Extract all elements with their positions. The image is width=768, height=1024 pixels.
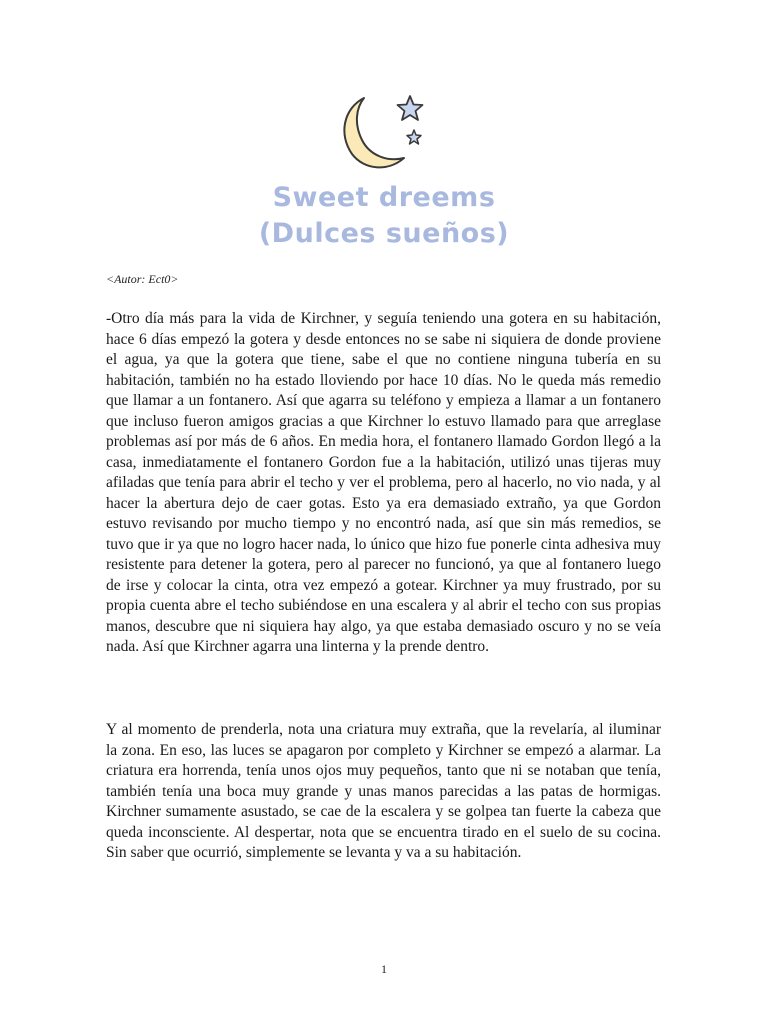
author-line: <Autor: Ect0> xyxy=(106,272,179,286)
title-line-2: (Dulces sueños) xyxy=(258,218,510,249)
paragraph-2: Y al momento de prenderla, nota una criatura muy extraña, que la revelaría, al iluminar la zona. En eso, las luces se apagaron por completo y Kirchner se empezó a alarmar. La criatura era horrenda, tenía unos ojos muy pequeños, tanto que ni se notaban que tenía, también tenía una boca muy grande y unas manos parecidas a las patas de hormigas. Kirchner sumamente asustado, se cae de la escalera y se golpea tan fuerte la cabeza que queda inconsciente. Al despertar, nota que se encuentra tirado en el suelo de su cocina. Sin saber que ocurrió, simplemente se levanta y va a su habitación. xyxy=(106,721,661,861)
page-number: 1 xyxy=(381,962,387,976)
title-line-1: Sweet dreems xyxy=(272,182,496,213)
paragraph-1: -Otro día más para la vida de Kirchner, y seguía teniendo una gotera en su habitación, hace 6 días empezó la gotera y desde entonces no se sabe ni siquiera de donde proviene el agua, ya que la gotera que tiene, sabe el que no contiene ninguna tubería en su habitación, también no ha estado lloviendo por hace 10 días. No le queda más remedio que llamar a un fontanero. Así que agarra su teléfono y empieza a llamar a un fontanero que incluso fueron amigos gracias a que Kirchner lo estuvo llamado para que arreglase problemas así por más de 6 años. En media hora, el fontanero llamado Gordon llegó a la casa, inmediatamente el fontanero Gordon fue a la habitación, utilizó unas tijeras muy afiladas que tenía para abrir el techo y ver el problema, pero al hacerlo, no vio nada, y al hacer la abertura dejo de caer gotas. Esto ya era demasiado extraño, ya que Gordon estuvo revisando por mucho tiempo y no encontró nada, así que sin más remedios, se tuvo que ir ya que no logro hacer nada, lo único que hizo fue ponerle cinta adhesiva muy resistente para detener la gotera, pero al parecer no funcionó, ya que al fontanero luego de irse y colocar la cinta, otra vez empezó a gotear. Kirchner ya muy frustrado, por su propia cuenta abre el techo subiéndose en una escalera y al abrir el techo con sus propias manos, descubre que ni siquiera hay algo, ya que estaba demasiado oscuro y no se veía nada. Así que Kirchner agarra una linterna y la prende dentro. xyxy=(106,310,661,655)
moon-and-stars-icon xyxy=(330,92,430,176)
